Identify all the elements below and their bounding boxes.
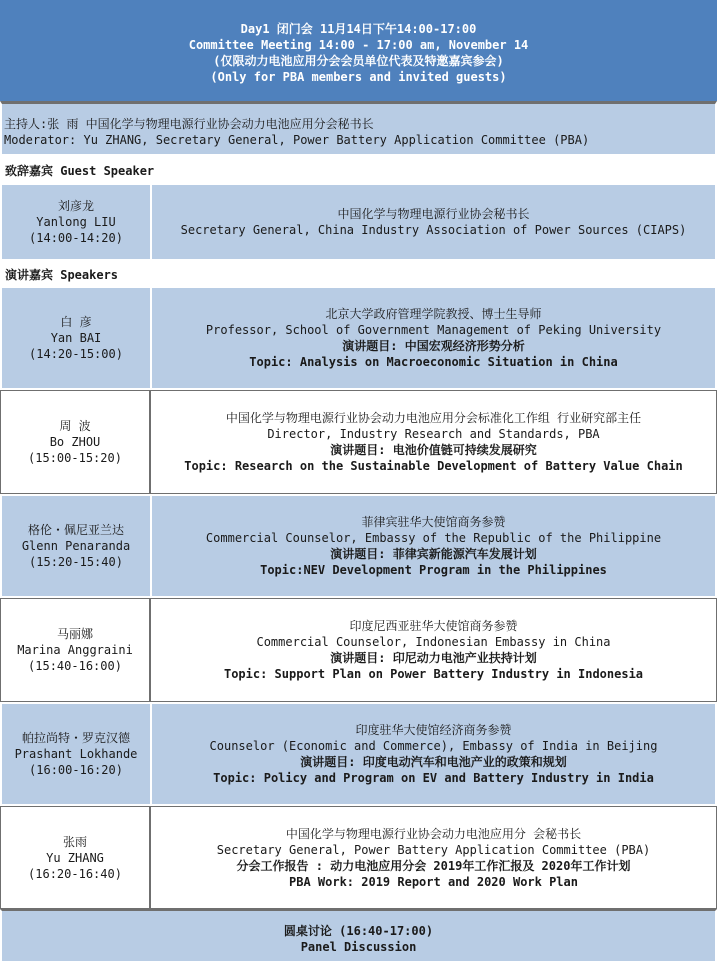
speaker-topic-cn: 演讲题目: 电池价值链可持续发展研究 <box>330 443 537 457</box>
speaker-title-cn: 印度尼西亚驻华大使馆商务参赞 <box>349 619 518 633</box>
speaker-desc-cell <box>151 599 716 701</box>
speaker-topic-en: Topic:NEV Development Program in the Philippines <box>260 563 607 577</box>
speaker-name-cell <box>1 599 151 701</box>
speaker-title-en: Commercial Counselor, Indonesian Embassy in China <box>256 635 611 649</box>
speaker-row <box>0 806 717 909</box>
speaker-name-cell <box>2 496 152 596</box>
speaker-title-en: Secretary General, China Industry Association of Power Sources (CIAPS) <box>180 223 687 237</box>
speaker-time: (15:20-15:40) <box>29 555 123 569</box>
speaker-name-en: Prashant Lokhande <box>14 747 138 761</box>
section-guest-speaker: 致辞嘉宾 Guest Speaker <box>0 156 717 183</box>
speaker-name-cell <box>1 391 151 493</box>
speaker-row <box>0 702 717 806</box>
guest-speaker-row <box>0 183 717 261</box>
panel-en: Panel Discussion <box>300 940 417 954</box>
speaker-topic-cn: 分会工作报告 : 动力电池应用分会 2019年工作汇报及 2020年工作计划 <box>236 858 631 873</box>
section-speakers: 演讲嘉宾 Speakers <box>0 261 717 286</box>
speaker-time: (14:00-14:20) <box>29 231 123 245</box>
moderator-en: Moderator: Yu ZHANG, Secretary General, Power Battery Application Committee (PBA) <box>4 133 590 147</box>
speaker-desc-cell <box>152 704 715 804</box>
speaker-title-en: Director, Industry Research and Standards, PBA <box>267 427 600 441</box>
speaker-row <box>0 286 717 390</box>
speaker-time: (15:40-16:00) <box>28 659 122 673</box>
speaker-name-cell <box>1 807 151 908</box>
speaker-title-en: Counselor (Economic and Commerce), Embassy of India in Beijing <box>209 739 658 753</box>
panel-discussion-row <box>0 909 717 963</box>
speaker-name-cell <box>2 185 152 259</box>
speaker-title-cn: 北京大学政府管理学院教授、博士生导师 <box>325 307 542 321</box>
speaker-desc-cell <box>152 185 715 259</box>
speaker-time: (14:20-15:00) <box>29 347 123 361</box>
speaker-time: (16:20-16:40) <box>28 866 122 881</box>
speaker-title-cn: 中国化学与物理电源行业协会动力电池应用分 会秘书长 <box>285 826 582 841</box>
header-line-1: Day1 闭门会 11月14日下午14:00-17:00 <box>240 22 477 36</box>
speaker-name-cn: 刘彦龙 <box>57 199 94 213</box>
speaker-title-cn: 中国化学与物理电源行业协会动力电池应用分会标准化工作组 行业研究部主任 <box>225 411 642 425</box>
speaker-name-cn: 白 彦 <box>60 315 92 329</box>
speaker-name-en: Yan BAI <box>50 331 102 345</box>
speaker-time: (16:00-16:20) <box>29 763 123 777</box>
speaker-row <box>0 390 717 494</box>
speaker-name-en: Yanlong LIU <box>36 215 116 229</box>
speaker-time: (15:00-15:20) <box>28 451 122 465</box>
speaker-name-cell <box>2 704 152 804</box>
speaker-row <box>0 494 717 598</box>
header-line-3: (仅限动力电池应用分会会员单位代表及特邀嘉宾参会) <box>213 54 504 68</box>
speaker-name-en: Marina Anggraini <box>17 643 133 657</box>
speaker-name-en: Yu ZHANG <box>46 850 104 865</box>
speaker-name-cn: 帕拉尚特・罗克汉德 <box>21 731 130 745</box>
speaker-name-cn: 周 波 <box>59 419 91 433</box>
speaker-topic-cn: 演讲题目: 印尼动力电池产业扶持计划 <box>330 651 537 665</box>
speaker-topic-cn: 演讲题目: 菲律宾新能源汽车发展计划 <box>330 547 537 561</box>
speaker-topic-cn: 演讲题目: 印度电动汽车和电池产业的政策和规划 <box>300 755 567 769</box>
header-line-2: Committee Meeting 14:00 - 17:00 am, November 14 <box>188 38 529 52</box>
header-line-4: (Only for PBA members and invited guests) <box>210 70 507 84</box>
speaker-name-cn: 马丽娜 <box>56 627 93 641</box>
moderator-cn: 主持人:张 雨 中国化学与物理电源行业协会动力电池应用分会秘书长 <box>4 117 374 131</box>
speaker-desc-cell <box>151 807 716 908</box>
speaker-title-en: Commercial Counselor, Embassy of the Republic of the Philippine <box>205 531 662 545</box>
speaker-name-cn: 格伦・佩尼亚兰达 <box>27 523 124 537</box>
speaker-row <box>0 598 717 702</box>
speaker-title-cn: 菲律宾驻华大使馆商务参赞 <box>361 515 506 529</box>
speaker-title-cn: 中国化学与物理电源行业协会秘书长 <box>337 207 530 221</box>
speaker-name-cell <box>2 288 152 388</box>
speaker-topic-en: PBA Work: 2019 Report and 2020 Work Plan <box>289 874 578 889</box>
session-header <box>0 0 717 101</box>
speaker-topic-en: Topic: Support Plan on Power Battery Industry in Indonesia <box>223 667 644 681</box>
speaker-topic-cn: 演讲题目: 中国宏观经济形势分析 <box>342 339 525 353</box>
speaker-topic-en: Topic: Research on the Sustainable Development of Battery Value Chain <box>184 459 683 473</box>
speaker-name-en: Glenn Penaranda <box>21 539 131 553</box>
speaker-title-en: Secretary General, Power Battery Application Committee (PBA) <box>216 842 651 857</box>
speaker-desc-cell <box>151 391 716 493</box>
speaker-name-en: Bo ZHOU <box>49 435 101 449</box>
moderator-row <box>0 101 717 156</box>
panel-cn: 圆桌讨论 (16:40-17:00) <box>283 924 434 938</box>
speaker-topic-en: Topic: Policy and Program on EV and Battery Industry in India <box>213 771 654 785</box>
speaker-topic-en: Topic: Analysis on Macroeconomic Situation in China <box>249 355 618 369</box>
speaker-title-en: Professor, School of Government Management of Peking University <box>205 323 662 337</box>
speaker-desc-cell <box>152 288 715 388</box>
speaker-title-cn: 印度驻华大使馆经济商务参赞 <box>355 723 512 737</box>
speaker-desc-cell <box>152 496 715 596</box>
speaker-name-cn: 张雨 <box>62 834 87 849</box>
